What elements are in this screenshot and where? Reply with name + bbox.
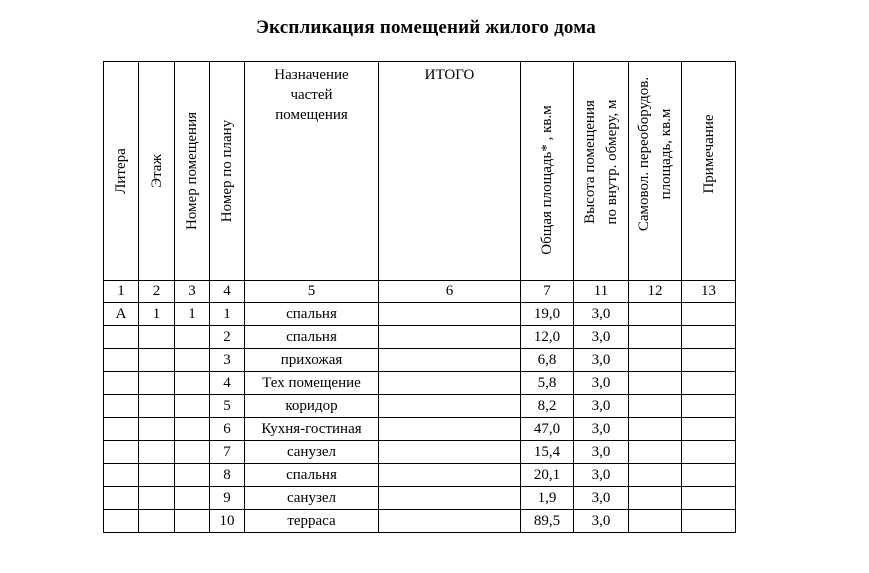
cell-nomer-po-planu: 1 — [210, 303, 245, 326]
cell-obshaya-ploshad: 15,4 — [521, 441, 574, 464]
cell-etazh — [139, 418, 175, 441]
cell-itogo — [379, 372, 521, 395]
header-primechanie: Примечание — [682, 62, 736, 281]
cell-etazh — [139, 510, 175, 533]
cell-nomer-pomesheniya — [175, 510, 210, 533]
table-row — [104, 418, 736, 441]
cell-itogo — [379, 464, 521, 487]
table-row — [104, 303, 736, 326]
cell-samovol — [629, 303, 682, 326]
cell-samovol — [629, 441, 682, 464]
cell-nomer-pomesheniya — [175, 487, 210, 510]
cell-nomer-po-planu: 4 — [210, 372, 245, 395]
cell-naznachenie: терраса — [245, 510, 379, 533]
cell-obshaya-ploshad: 1,9 — [521, 487, 574, 510]
header-itogo: ИТОГО — [379, 62, 521, 281]
header-row — [104, 62, 736, 281]
cell-naznachenie: Кухня-гостиная — [245, 418, 379, 441]
cell-naznachenie: спальня — [245, 303, 379, 326]
header-obshaya-ploshad: Общая площадь* , кв.м — [521, 62, 574, 281]
cell-vysota: 3,0 — [574, 349, 629, 372]
cell-samovol — [629, 487, 682, 510]
cell-vysota: 3,0 — [574, 303, 629, 326]
cell-primechanie — [682, 464, 736, 487]
cell-etazh — [139, 349, 175, 372]
cell-primechanie — [682, 349, 736, 372]
cell-nomer-pomesheniya — [175, 395, 210, 418]
cell-etazh — [139, 487, 175, 510]
cell-nomer-pomesheniya: 1 — [175, 303, 210, 326]
cell-etazh — [139, 441, 175, 464]
cell-samovol — [629, 395, 682, 418]
cell-litera — [104, 395, 139, 418]
cell-nomer-pomesheniya — [175, 372, 210, 395]
cell-itogo — [379, 395, 521, 418]
cell-nomer-po-planu: 6 — [210, 418, 245, 441]
cell-samovol — [629, 326, 682, 349]
column-number: 2 — [139, 281, 175, 303]
cell-obshaya-ploshad: 89,5 — [521, 510, 574, 533]
cell-litera — [104, 372, 139, 395]
header-samovol: Самовол. переоборудов. площадь, кв.м — [629, 62, 682, 281]
cell-obshaya-ploshad: 47,0 — [521, 418, 574, 441]
cell-nomer-po-planu: 9 — [210, 487, 245, 510]
cell-naznachenie: коридор — [245, 395, 379, 418]
cell-litera — [104, 418, 139, 441]
cell-naznachenie: прихожая — [245, 349, 379, 372]
cell-naznachenie: санузел — [245, 441, 379, 464]
cell-samovol — [629, 418, 682, 441]
column-number: 7 — [521, 281, 574, 303]
column-number: 5 — [245, 281, 379, 303]
cell-obshaya-ploshad: 6,8 — [521, 349, 574, 372]
cell-itogo — [379, 418, 521, 441]
cell-itogo — [379, 441, 521, 464]
cell-nomer-pomesheniya — [175, 441, 210, 464]
table-row — [104, 441, 736, 464]
cell-naznachenie: спальня — [245, 464, 379, 487]
cell-naznachenie: Тех помещение — [245, 372, 379, 395]
table-row — [104, 349, 736, 372]
cell-vysota: 3,0 — [574, 395, 629, 418]
header-etazh: Этаж — [139, 62, 175, 281]
cell-primechanie — [682, 418, 736, 441]
cell-vysota: 3,0 — [574, 372, 629, 395]
cell-vysota: 3,0 — [574, 418, 629, 441]
cell-etazh — [139, 326, 175, 349]
cell-samovol — [629, 510, 682, 533]
cell-samovol — [629, 349, 682, 372]
cell-itogo — [379, 326, 521, 349]
cell-etazh: 1 — [139, 303, 175, 326]
cell-primechanie — [682, 487, 736, 510]
cell-litera: А — [104, 303, 139, 326]
column-number: 11 — [574, 281, 629, 303]
cell-vysota: 3,0 — [574, 464, 629, 487]
header-nomer-po-planu: Номер по плану — [210, 62, 245, 281]
cell-obshaya-ploshad: 5,8 — [521, 372, 574, 395]
header-vysota: Высота помещения по внутр. обмеру, м — [574, 62, 629, 281]
cell-primechanie — [682, 303, 736, 326]
cell-vysota: 3,0 — [574, 441, 629, 464]
cell-nomer-po-planu: 8 — [210, 464, 245, 487]
table-row — [104, 510, 736, 533]
table-row — [104, 464, 736, 487]
cell-vysota: 3,0 — [574, 487, 629, 510]
cell-etazh — [139, 395, 175, 418]
cell-primechanie — [682, 510, 736, 533]
cell-itogo — [379, 487, 521, 510]
cell-nomer-po-planu: 7 — [210, 441, 245, 464]
cell-obshaya-ploshad: 20,1 — [521, 464, 574, 487]
cell-primechanie — [682, 326, 736, 349]
cell-obshaya-ploshad: 8,2 — [521, 395, 574, 418]
table-row — [104, 487, 736, 510]
cell-primechanie — [682, 372, 736, 395]
column-number: 1 — [104, 281, 139, 303]
column-number: 4 — [210, 281, 245, 303]
cell-litera — [104, 441, 139, 464]
cell-obshaya-ploshad: 12,0 — [521, 326, 574, 349]
rooms-table — [103, 61, 736, 533]
cell-nomer-pomesheniya — [175, 464, 210, 487]
cell-etazh — [139, 464, 175, 487]
rooms-table-body — [104, 303, 736, 533]
cell-nomer-po-planu: 2 — [210, 326, 245, 349]
cell-samovol — [629, 372, 682, 395]
cell-itogo — [379, 303, 521, 326]
cell-nomer-po-planu: 10 — [210, 510, 245, 533]
cell-primechanie — [682, 441, 736, 464]
cell-vysota: 3,0 — [574, 510, 629, 533]
column-number: 3 — [175, 281, 210, 303]
cell-samovol — [629, 464, 682, 487]
cell-nomer-pomesheniya — [175, 326, 210, 349]
column-number: 6 — [379, 281, 521, 303]
cell-etazh — [139, 372, 175, 395]
cell-obshaya-ploshad: 19,0 — [521, 303, 574, 326]
header-naznachenie: Назначение частей помещения — [245, 62, 379, 281]
column-number-row — [104, 281, 736, 303]
cell-naznachenie: санузел — [245, 487, 379, 510]
table-row — [104, 395, 736, 418]
cell-nomer-po-planu: 5 — [210, 395, 245, 418]
cell-nomer-pomesheniya — [175, 418, 210, 441]
cell-itogo — [379, 349, 521, 372]
cell-litera — [104, 326, 139, 349]
cell-itogo — [379, 510, 521, 533]
cell-litera — [104, 349, 139, 372]
cell-nomer-po-planu: 3 — [210, 349, 245, 372]
cell-litera — [104, 510, 139, 533]
column-number: 13 — [682, 281, 736, 303]
cell-litera — [104, 487, 139, 510]
document-title: Экспликация помещений жилого дома — [256, 17, 596, 38]
cell-litera — [104, 464, 139, 487]
table-row — [104, 372, 736, 395]
column-number: 12 — [629, 281, 682, 303]
cell-primechanie — [682, 395, 736, 418]
header-nomer-pomesheniya: Номер помещения — [175, 62, 210, 281]
table-row — [104, 326, 736, 349]
cell-naznachenie: спальня — [245, 326, 379, 349]
cell-nomer-pomesheniya — [175, 349, 210, 372]
cell-vysota: 3,0 — [574, 326, 629, 349]
header-litera: Литера — [104, 62, 139, 281]
